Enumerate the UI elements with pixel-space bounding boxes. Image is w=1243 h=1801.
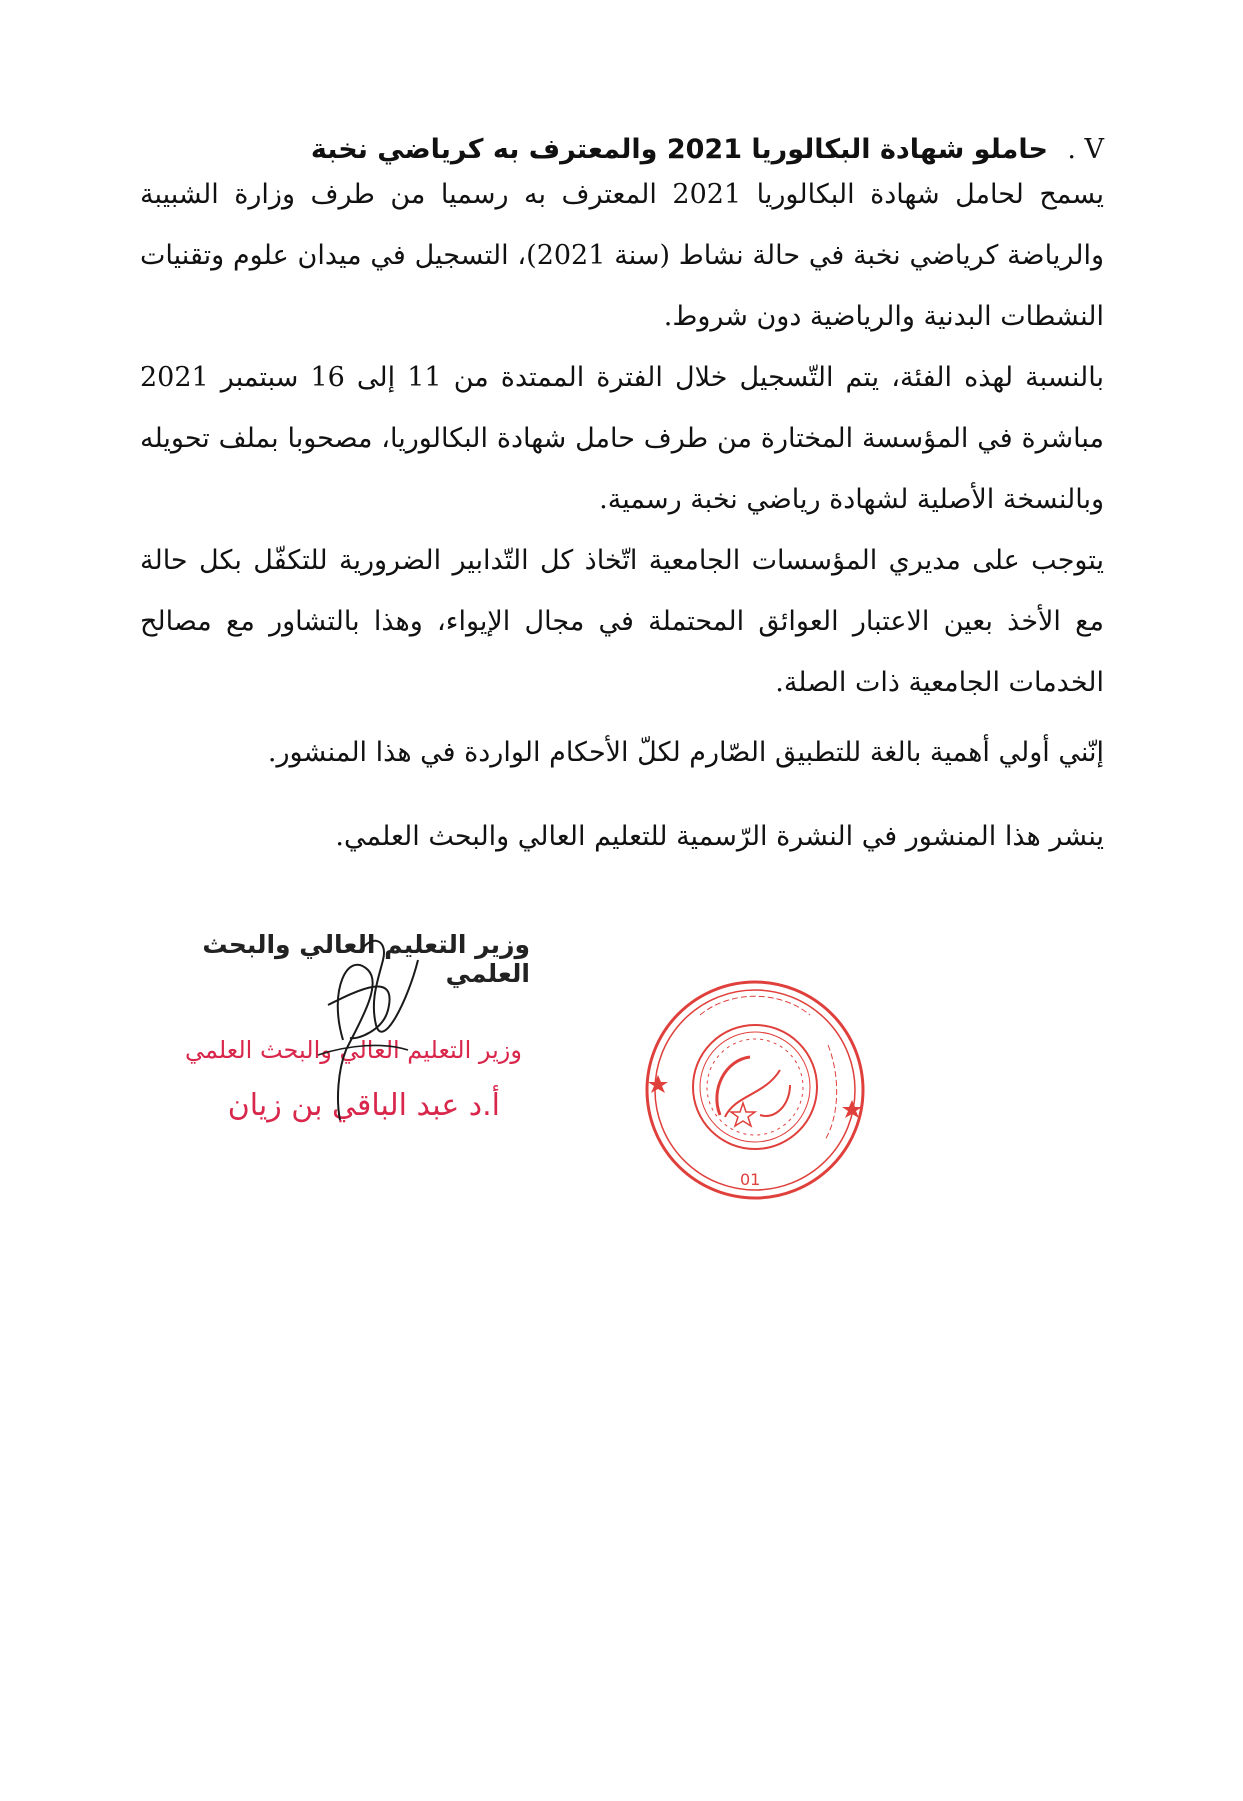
name-stamp-name: أ.د عبد الباقي بن زيان (227, 1088, 500, 1123)
section-number: V . (1067, 134, 1104, 165)
paragraph-directors-measures: يتوجب على مديري المؤسسات الجامعية اتّخاذ كل التّدابير الضرورية للتكفّل بكل حالة مع الأخذ بعين الاعتبار العوائق المحتملة في مجال الإيواء، وهذا بالتشاور مع مصالح الخدمات الجامعية ذات الصلة. (140, 545, 1104, 698)
signature-block (150, 930, 530, 1150)
official-seal-icon (640, 975, 870, 1205)
paragraph-eligibility: يسمح لحامل شهادة البكالوريا 2021 المعترف به رسميا من طرف وزارة الشبيبة والرياضة كرياضي نخبة في حالة نشاط (سنة 2021)، التسجيل في ميدان علوم وتقنيات النشطات البدنية والرياضية دون شروط. (140, 179, 1104, 332)
handwritten-signature-icon (288, 930, 428, 1130)
paragraph-registration-period: بالنسبة لهذه الفئة، يتم التّسجيل خلال الفترة الممتدة من 11 إلى 16 سبتمبر 2021 مباشرة في المؤسسة المختارة من طرف حامل شهادة البكالوريا، مصحوبا بملف تحويله وبالنسخة الأصلية لشهادة رياضي نخبة رسمية. (140, 362, 1104, 515)
minister-title: وزير التعليم العالي والبحث العلمي (202, 930, 530, 988)
paragraph-publication: ينشر هذا المنشور في النشرة الرّسمية للتعليم العالي والبحث العلمي. (335, 821, 1104, 852)
name-stamp-title: وزير التعليم العالي والبحث العلمي (184, 1036, 522, 1064)
section-title: حاملو شهادة البكالوريا 2021 والمعترف به كرياضي نخبة (310, 134, 1048, 165)
seal-number: 01 (740, 1170, 761, 1189)
paragraph-importance: إنّني أولي أهمية بالغة للتطبيق الصّارم لكلّ الأحكام الواردة في هذا المنشور. (267, 737, 1104, 768)
